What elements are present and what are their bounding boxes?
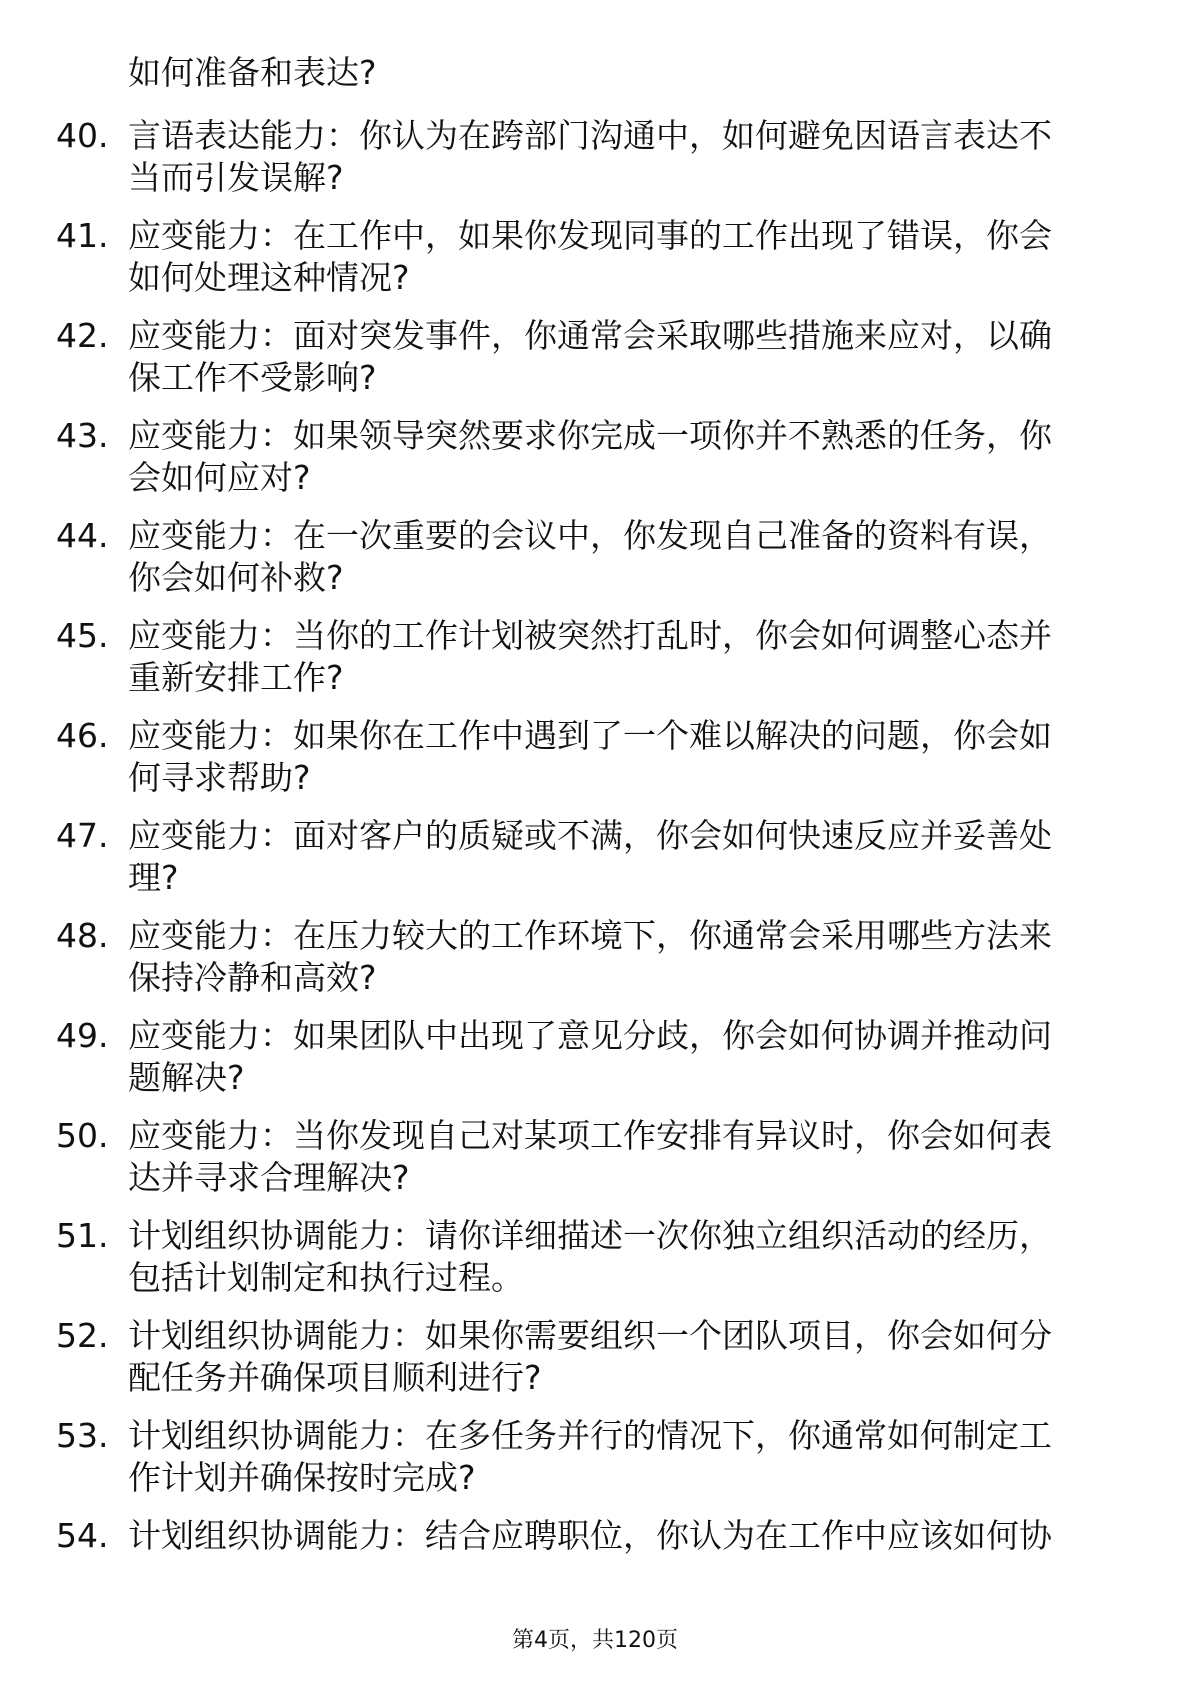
list-item [0,815,1190,915]
question-line: 会如何应对? [128,458,311,497]
list-item [0,615,1190,715]
question-number: 49. [56,1016,109,1055]
question-line: 应变能力：当你发现自己对某项工作安排有异议时，你会如何表 [128,1116,1052,1155]
question-text [128,515,1128,599]
question-text [128,1115,1128,1199]
question-text [128,115,1128,199]
page-number-footer: 第4页，共120页 [512,1628,678,1653]
list-item [0,1415,1190,1515]
question-line: 计划组织协调能力：如果你需要组织一个团队项目，你会如何分 [128,1316,1052,1355]
question-number: 42. [56,316,109,355]
question-number: 43. [56,416,109,455]
question-line: 当而引发误解? [128,158,344,197]
question-number: 46. [56,716,109,755]
question-text [128,415,1128,499]
question-number: 50. [56,1116,109,1155]
question-list [0,115,1190,1615]
question-number: 47. [56,816,109,855]
question-number: 54. [56,1516,109,1555]
continued-question-text: 如何准备和表达? [128,53,377,92]
question-line: 配任务并确保项目顺利进行? [128,1358,542,1397]
question-line: 应变能力：面对突发事件，你通常会采取哪些措施来应对，以确 [128,316,1052,355]
question-line: 应变能力：在工作中，如果你发现同事的工作出现了错误，你会 [128,216,1052,255]
question-number: 51. [56,1216,109,1255]
question-line: 包括计划制定和执行过程。 [128,1258,524,1297]
list-item [0,715,1190,815]
question-text [128,215,1128,299]
question-text [128,1415,1128,1499]
question-line: 计划组织协调能力：结合应聘职位，你认为在工作中应该如何协 [128,1516,1052,1555]
question-text [128,315,1128,399]
question-text [128,815,1128,899]
question-text [128,615,1128,699]
list-item [0,1315,1190,1415]
question-line: 应变能力：在压力较大的工作环境下，你通常会采用哪些方法来 [128,916,1052,955]
question-text [128,915,1128,999]
question-text [128,1015,1128,1099]
question-number: 52. [56,1316,109,1355]
question-text [128,1515,1128,1557]
question-number: 40. [56,116,109,155]
question-line: 如何处理这种情况? [128,258,410,297]
question-line: 你会如何补救? [128,558,344,597]
list-item [0,1015,1190,1115]
question-line: 何寻求帮助? [128,758,311,797]
question-text [128,1215,1128,1299]
question-line: 应变能力：当你的工作计划被突然打乱时，你会如何调整心态并 [128,616,1052,655]
question-number: 48. [56,916,109,955]
question-text [128,1315,1128,1399]
question-line: 保持冷静和高效? [128,958,377,997]
list-item [0,215,1190,315]
question-line: 言语表达能力：你认为在跨部门沟通中，如何避免因语言表达不 [128,116,1052,155]
question-line: 题解决? [128,1058,245,1097]
list-item [0,1115,1190,1215]
question-line: 应变能力：如果团队中出现了意见分歧，你会如何协调并推动问 [128,1016,1052,1055]
list-item [0,415,1190,515]
question-line: 达并寻求合理解决? [128,1158,410,1197]
question-line: 应变能力：在一次重要的会议中，你发现自己准备的资料有误， [128,516,1052,555]
question-number: 53. [56,1416,109,1455]
question-line: 计划组织协调能力：在多任务并行的情况下，你通常如何制定工 [128,1416,1052,1455]
question-line: 理? [128,858,179,897]
list-item [0,115,1190,215]
question-line: 保工作不受影响? [128,358,377,397]
question-line: 作计划并确保按时完成? [128,1458,476,1497]
list-item [0,915,1190,1015]
list-item [0,1515,1190,1615]
question-number: 44. [56,516,109,555]
question-number: 45. [56,616,109,655]
question-line: 应变能力：面对客户的质疑或不满，你会如何快速反应并妥善处 [128,816,1052,855]
question-line: 应变能力：如果你在工作中遇到了一个难以解决的问题，你会如 [128,716,1052,755]
list-item [0,315,1190,415]
question-text [128,715,1128,799]
list-item [0,1215,1190,1315]
question-line: 重新安排工作? [128,658,344,697]
question-line: 计划组织协调能力：请你详细描述一次你独立组织活动的经历， [128,1216,1052,1255]
question-line: 应变能力：如果领导突然要求你完成一项你并不熟悉的任务，你 [128,416,1052,455]
question-number: 41. [56,216,109,255]
list-item [0,515,1190,615]
